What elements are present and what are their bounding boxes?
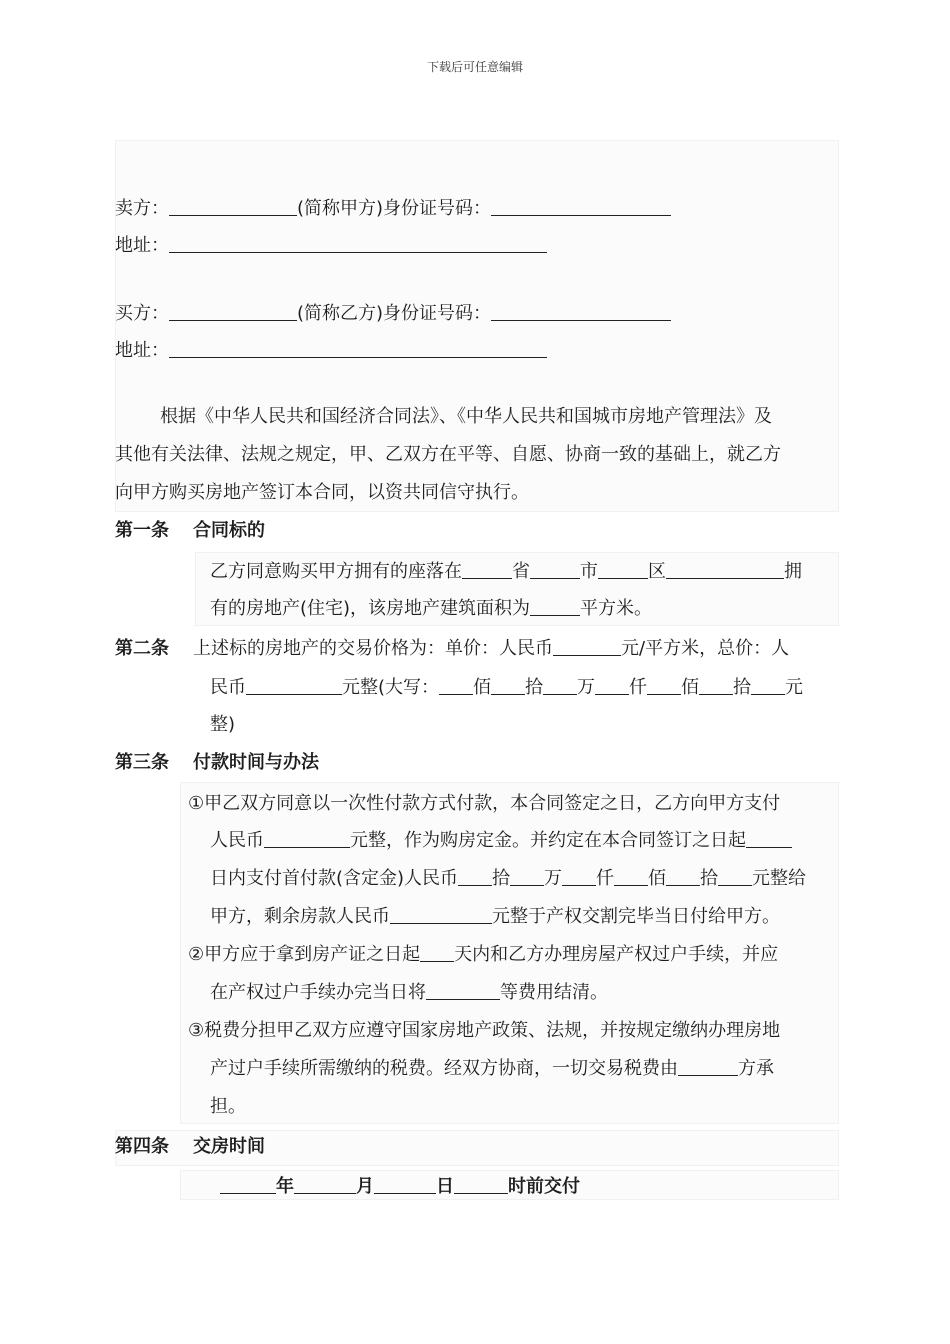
article3-heading-line bbox=[115, 744, 319, 782]
unit-bai-2: 佰 bbox=[681, 677, 700, 698]
settle-text-end: 等费用结清。 bbox=[500, 982, 608, 1003]
article4-date-line bbox=[220, 1168, 580, 1206]
dp-unit-shi: 拾 bbox=[492, 868, 511, 889]
article1-heading-line bbox=[115, 512, 265, 550]
article3-heading: 第三条 bbox=[115, 752, 169, 773]
seller-address-blank[interactable] bbox=[169, 232, 547, 253]
dp-unit-wan: 万 bbox=[544, 868, 563, 889]
day-blank[interactable] bbox=[374, 1173, 436, 1194]
deposit-amount-blank[interactable] bbox=[264, 827, 350, 848]
unit-qian: 仟 bbox=[629, 677, 648, 698]
delivery-text: 时前交付 bbox=[508, 1176, 580, 1197]
yuan-blank[interactable] bbox=[751, 674, 785, 695]
article2-text-2: 元/平方米，总价：人 bbox=[621, 638, 790, 659]
article1-line-2 bbox=[210, 590, 652, 628]
unit-bai: 佰 bbox=[473, 677, 492, 698]
unit-yuan: 元 bbox=[785, 677, 804, 698]
article4-title: 交房时间 bbox=[193, 1136, 265, 1157]
year-blank[interactable] bbox=[220, 1173, 276, 1194]
balance-text: 甲方，剩余房款人民币 bbox=[210, 906, 390, 927]
settle-text: 在产权过户手续办完当日将 bbox=[210, 982, 426, 1003]
month-label: 月 bbox=[356, 1176, 374, 1197]
payment-item-1-line-3 bbox=[210, 860, 806, 898]
seller-address-line bbox=[115, 227, 547, 265]
seller-label: 卖方： bbox=[115, 198, 169, 219]
transfer-text-2: 天内和乙方办理房屋产权过户手续，并应 bbox=[454, 944, 779, 965]
dp-unit-end: 元整给 bbox=[752, 868, 807, 889]
seller-address-label: 地址： bbox=[115, 235, 169, 256]
balance-amount-blank[interactable] bbox=[390, 903, 492, 924]
article3-title: 付款时间与办法 bbox=[193, 752, 319, 773]
dp-bai-blank[interactable] bbox=[614, 865, 648, 886]
article4-heading-line bbox=[115, 1128, 265, 1166]
tax-party-blank[interactable] bbox=[678, 1055, 738, 1076]
article2-line-1 bbox=[115, 630, 789, 668]
preamble-line-1: 根据《中华人民共和国经济合同法》、《中华人民共和国城市房地产管理法》及 bbox=[160, 406, 772, 427]
payment-item-3-line-1 bbox=[188, 1012, 780, 1050]
dp-shi-blank-1[interactable] bbox=[458, 865, 492, 886]
article1-heading: 第一条 bbox=[115, 520, 169, 541]
transfer-text: 甲方应于拿到房产证之日起 bbox=[204, 944, 421, 965]
unit-price-blank[interactable] bbox=[553, 635, 621, 656]
unit-wan: 万 bbox=[577, 677, 596, 698]
seller-line bbox=[115, 190, 671, 228]
dp-unit-qian: 仟 bbox=[596, 868, 615, 889]
bai-blank-2[interactable] bbox=[647, 674, 681, 695]
days-blank[interactable] bbox=[746, 827, 792, 848]
buyer-address-label: 地址： bbox=[115, 340, 169, 361]
seller-id-blank[interactable] bbox=[491, 195, 671, 216]
page-header-note: 下载后可任意编辑 bbox=[426, 60, 523, 74]
payment-item-1-line-2 bbox=[210, 822, 792, 860]
article2-text: 上述标的房地产的交易价格为：单价：人民币 bbox=[193, 638, 553, 659]
article1-line-1 bbox=[210, 553, 802, 591]
tax-text-3: 方承 bbox=[738, 1058, 774, 1079]
buyer-name-blank[interactable] bbox=[169, 300, 297, 321]
payment-item-3-line-2 bbox=[210, 1050, 774, 1088]
year-label: 年 bbox=[276, 1176, 294, 1197]
payment-item-1-line-4 bbox=[210, 898, 780, 936]
article1-text-end: 拥 bbox=[784, 561, 802, 582]
buyer-id-blank[interactable] bbox=[491, 300, 671, 321]
city-blank[interactable] bbox=[530, 558, 580, 579]
article2-line-3: 整) bbox=[210, 714, 236, 735]
seller-name-blank[interactable] bbox=[169, 195, 297, 216]
unit-shi-2: 拾 bbox=[733, 677, 752, 698]
dp-qian-blank[interactable] bbox=[562, 865, 596, 886]
rmb-label: 民币 bbox=[210, 677, 246, 698]
unit-shi: 拾 bbox=[525, 677, 544, 698]
dp-yuan-blank[interactable] bbox=[718, 865, 752, 886]
article2-heading: 第二条 bbox=[115, 638, 169, 659]
article1-area-text: 有的房地产(住宅)，该房地产建筑面积为 bbox=[210, 598, 531, 619]
down-payment-text: 日内支付首付款(含定金)人民币 bbox=[210, 868, 459, 889]
buyer-address-blank[interactable] bbox=[169, 337, 547, 358]
balance-text-end: 元整于产权交割完毕当日付给甲方。 bbox=[492, 906, 780, 927]
month-blank[interactable] bbox=[294, 1173, 356, 1194]
shi-blank-2[interactable] bbox=[699, 674, 733, 695]
dp-wan-blank[interactable] bbox=[510, 865, 544, 886]
item-marker-3: ③ bbox=[188, 1020, 205, 1041]
tax-text: 税费分担甲乙双方应遵守国家房地产政策、法规，并按规定缴纳办理房地 bbox=[204, 1020, 781, 1041]
preamble-line-3: 向甲方购买房地产签订本合同，以资共同信守执行。 bbox=[115, 482, 529, 503]
dp-unit-bai: 佰 bbox=[648, 868, 667, 889]
qian-blank[interactable] bbox=[595, 674, 629, 695]
buyer-label: 买方： bbox=[115, 303, 169, 324]
tax-text-2: 产过户手续所需缴纳的税费。经双方协商，一切交易税费由 bbox=[210, 1058, 678, 1079]
shi-blank-1[interactable] bbox=[491, 674, 525, 695]
total-price-blank[interactable] bbox=[246, 674, 342, 695]
dp-unit-shi-2: 拾 bbox=[700, 868, 719, 889]
seller-abbr: (简称甲方)身份证号码： bbox=[297, 198, 492, 219]
buyer-line bbox=[115, 295, 671, 333]
item-marker-1: ① bbox=[188, 793, 205, 814]
deposit-text: 元整，作为购房定金。并约定在本合同签订之日起 bbox=[350, 830, 746, 851]
city-label: 市 bbox=[580, 561, 598, 582]
area-blank[interactable] bbox=[530, 595, 580, 616]
payment-item-1-text: 甲乙双方同意以一次性付款方式付款，本合同签定之日，乙方向甲方支付 bbox=[204, 793, 781, 814]
preamble-line-2: 其他有关法律、法规之规定，甲、乙双方在平等、自愿、协商一致的基础上，就乙方 bbox=[115, 444, 781, 465]
hour-blank[interactable] bbox=[454, 1173, 508, 1194]
district-blank[interactable] bbox=[598, 558, 648, 579]
day-label: 日 bbox=[436, 1176, 454, 1197]
address-detail-blank[interactable] bbox=[666, 558, 784, 579]
item-marker-2: ② bbox=[188, 944, 205, 965]
payment-item-2-line-2 bbox=[210, 974, 608, 1012]
article4-heading: 第四条 bbox=[115, 1136, 169, 1157]
payment-item-1-line-1 bbox=[188, 785, 780, 823]
deposit-rmb-label: 人民币 bbox=[210, 830, 264, 851]
district-label: 区 bbox=[648, 561, 666, 582]
area-unit: 平方米。 bbox=[580, 598, 653, 619]
wan-blank[interactable] bbox=[543, 674, 577, 695]
buyer-address-line bbox=[115, 332, 547, 370]
fees-blank[interactable] bbox=[426, 979, 500, 1000]
payment-item-3-line-3: 担。 bbox=[210, 1096, 246, 1117]
capital-label: 元整(大写： bbox=[342, 677, 440, 698]
article2-line-2 bbox=[210, 669, 803, 707]
province-label: 省 bbox=[512, 561, 530, 582]
dp-shi-blank-2[interactable] bbox=[666, 865, 700, 886]
transfer-days-blank[interactable] bbox=[420, 941, 454, 962]
bai-blank-1[interactable] bbox=[439, 674, 473, 695]
article1-title: 合同标的 bbox=[193, 520, 265, 541]
article1-text: 乙方同意购买甲方拥有的座落在 bbox=[210, 561, 462, 582]
buyer-abbr: (简称乙方)身份证号码： bbox=[297, 303, 492, 324]
province-blank[interactable] bbox=[462, 558, 512, 579]
payment-item-2-line-1 bbox=[188, 936, 778, 974]
